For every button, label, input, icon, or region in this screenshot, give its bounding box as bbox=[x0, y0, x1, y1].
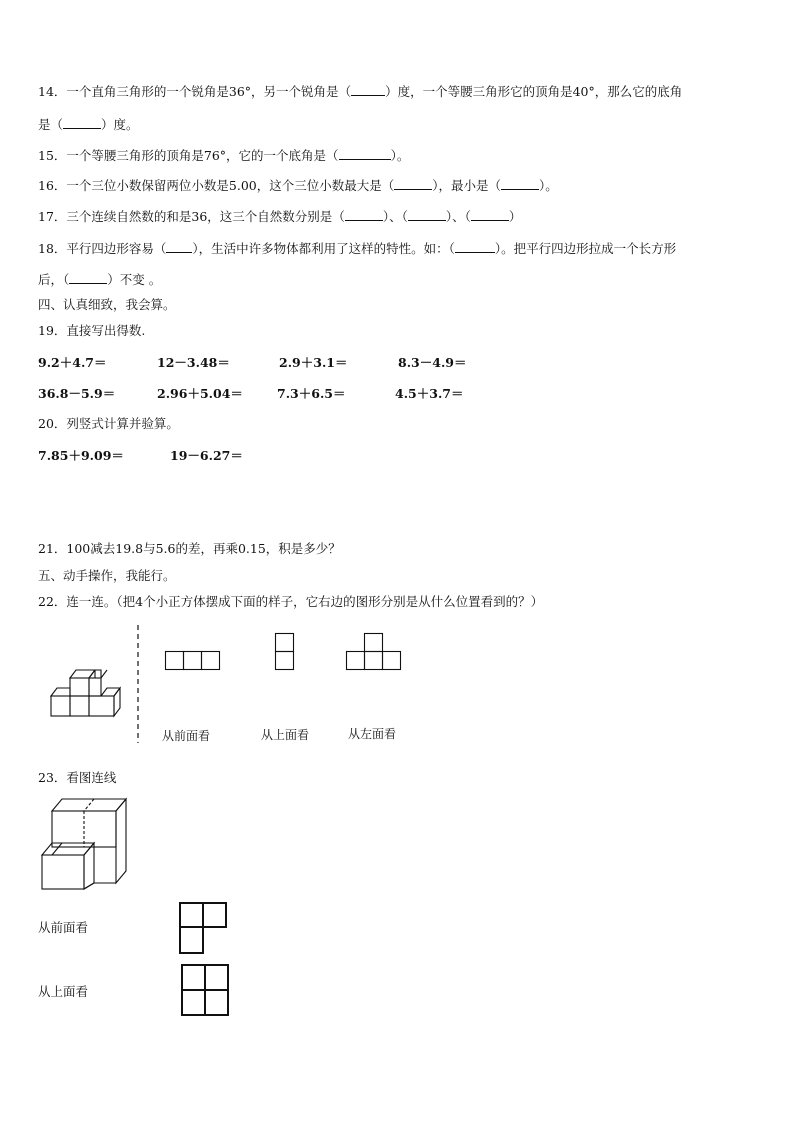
q18-text-e: ）不变 。 bbox=[107, 272, 162, 287]
q16-text-a: 16．一个三位小数保留两位小数是5.00，这个三位小数最大是（ bbox=[38, 178, 395, 193]
q15-line bbox=[38, 147, 409, 164]
q22-dashed-divider bbox=[136, 625, 140, 745]
q23-cube-figure bbox=[40, 797, 130, 893]
q20-calc: 7.85＋9.09＝ bbox=[38, 448, 124, 463]
q22-view-two-stacked bbox=[275, 633, 295, 671]
q14-line2 bbox=[38, 116, 139, 133]
q22-cube-stack-figure bbox=[44, 668, 126, 730]
q14-text-c: 是（ bbox=[38, 117, 64, 132]
q14-blank-2[interactable] bbox=[63, 116, 101, 129]
q17-text-c: ）、（ bbox=[445, 209, 471, 224]
section-4-heading: 四、认真细致，我会算。 bbox=[38, 297, 176, 312]
q20-calc: 19－6.27＝ bbox=[170, 448, 243, 463]
q19-calc: 7.3＋6.5＝ bbox=[277, 386, 346, 401]
q17-text-d: ） bbox=[508, 209, 522, 224]
q23-title: 23．看图连线 bbox=[38, 770, 117, 785]
q18-blank-1[interactable] bbox=[166, 240, 192, 253]
q16-text-b: ），最小是（ bbox=[432, 178, 502, 193]
q17-blank-1[interactable] bbox=[345, 208, 383, 221]
q18-line2 bbox=[38, 271, 161, 288]
q14-blank-1[interactable] bbox=[351, 83, 385, 96]
q20-title: 20．列竖式计算并验算。 bbox=[38, 416, 179, 431]
q17-text-b: ）、（ bbox=[382, 209, 408, 224]
q16-blank-1[interactable] bbox=[394, 177, 432, 190]
q15-text-a: 15．一个等腰三角形的顶角是76°，它的一个底角是（ bbox=[38, 148, 339, 163]
q22-title: 22．连一连。（把4个小正方体摆成下面的样子，它右边的图形分别是从什么位置看到的？） bbox=[38, 594, 544, 609]
q18-text-b: ），生活中许多物体都利用了这样的特性。如：（ bbox=[192, 241, 455, 256]
q22-caption-top: 从上面看 bbox=[261, 728, 310, 742]
q14-text-d: ）度。 bbox=[101, 117, 139, 132]
q18-text-c: ）。把平行四边形拉成一个长方形 bbox=[494, 241, 677, 256]
q18-blank-2[interactable] bbox=[455, 240, 495, 253]
q19-calc: 8.3－4.9＝ bbox=[398, 355, 467, 370]
q19-calc: 36.8－5.9＝ bbox=[38, 386, 116, 401]
q22-caption-front: 从前面看 bbox=[162, 729, 211, 743]
q23-label-front: 从前面看 bbox=[38, 920, 89, 935]
q21-text: 21．100减去19.8与5.6的差，再乘0.15，积是多少？ bbox=[38, 541, 341, 556]
q17-blank-2[interactable] bbox=[408, 208, 446, 221]
q18-text-d: 后，（ bbox=[38, 272, 70, 287]
q18-text-a: 18．平行四边形容易（ bbox=[38, 241, 167, 256]
q16-blank-2[interactable] bbox=[501, 177, 539, 190]
q23-view-square-grid bbox=[181, 964, 231, 1018]
section-5-heading: 五、动手操作，我能行。 bbox=[38, 568, 176, 583]
q18-line1 bbox=[38, 240, 676, 257]
q19-title: 19．直接写出得数. bbox=[38, 323, 146, 338]
q16-text-c: ）。 bbox=[539, 178, 558, 193]
q17-text-a: 17．三个连续自然数的和是36，这三个自然数分别是（ bbox=[38, 209, 345, 224]
q19-calc: 9.2＋4.7＝ bbox=[38, 355, 107, 370]
q23-label-top: 从上面看 bbox=[38, 984, 89, 999]
q19-calc: 2.9＋3.1＝ bbox=[279, 355, 348, 370]
q16-line bbox=[38, 177, 558, 194]
q18-blank-3[interactable] bbox=[69, 271, 107, 284]
q15-blank[interactable] bbox=[339, 147, 391, 160]
q14-text-b: ）度，一个等腰三角形它的顶角是40°，那么它的底角 bbox=[385, 84, 683, 99]
q19-calc: 12－3.48＝ bbox=[157, 355, 230, 370]
q19-calc: 2.96＋5.04＝ bbox=[157, 386, 243, 401]
q17-blank-3[interactable] bbox=[471, 208, 509, 221]
q15-text-b: ）。 bbox=[390, 148, 410, 163]
q14-text-a: 14．一个直角三角形的一个锐角是36°，另一个锐角是（ bbox=[38, 84, 352, 99]
q19-calc: 4.5＋3.7＝ bbox=[395, 386, 464, 401]
q22-view-three-in-row bbox=[165, 651, 221, 671]
q22-view-t-shape bbox=[346, 633, 402, 671]
q22-caption-left: 从左面看 bbox=[348, 727, 397, 741]
q17-line bbox=[38, 208, 521, 225]
q14-line1 bbox=[38, 83, 682, 100]
q23-view-l-shape bbox=[179, 902, 229, 956]
